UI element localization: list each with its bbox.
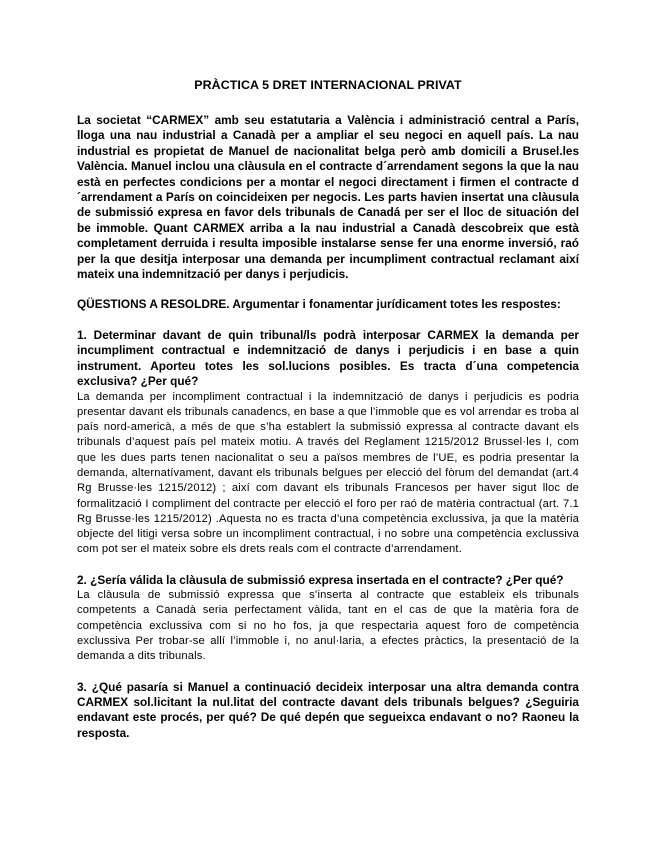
document-page (77, 78, 579, 741)
spacer (77, 558, 579, 573)
answer-2: La clàusula de submissió expressa que s’inserta al contracte que estableix els tribunals competents a Canadà seria perfectament vàlida, tant en el cas de que la matèria fora de competència exclussiva com si no ho fos, ja que respectaria aquest foro de competència exclussiva Per trobar-se allí l’immoble i, no anul·laria, a efectes pràctics, la presentació de la demanda a dits tribunals. (77, 589, 579, 663)
spacer (77, 282, 579, 297)
question-2: 2. ¿Sería válida la clàusula de submissió expresa insertada en el contracte? ¿Per qué? (77, 572, 564, 587)
case-statement: La societat “CARMEX” amb seu estatutaria a València i administració central a París, lloga una nau industrial a Canadà per a ampliar el seu negoci en aquell país. La nau industrial es propietat de Manuel de nacionalitat belga però amb domicili a Brusel.les València. Manuel inclou una clàusula en el contracte d´arrendament segons la que la nau està en perfectes condicions per a montar el negoci directament i firmen el contracte d´arrendament a París on coincideixen per negocis. Les parts havien insertat una clàusula de submissió expresa en favor dels tribunals de Canadá per ser el lloc de situación del be immoble. Quant CARMEX arriba a la nau industrial a Canadà descobreix que està completament derruida i resulta imposible instalarse sense fer una enorme inversió, raó per la que desitja interposar una demanda per incumpliment contractual reclamant així mateix una indemnització per danys i perjudicis. (77, 113, 579, 282)
answer-1: La demanda per incompliment contractual i la indemnització de danys i perjudicis es podria presentar davant els tribunals canadencs, en base a que l’immoble que es vol arrendar es troba al país nord-americà, a més de que s’ha establert la submissió expressa al contracte davant els tribunals d’aquest país pel mateix motiu. A través del Reglament 1215/2012 Brussel·les I, com que les dues parts tenen nacionalitat o seu a països membres de l’UE, es podria presentar la demanda, alternatívament, davant els tribunals belgues per elecció del fòrum del demandat (art.4 Rg Brusse·les 1215/2012) ; així com davant els tribunals Francesos per haver sigut lloc de formalització I compliment del contracte per elecció el foro per raó de matèria contractual (art. 7.1 Rg Brusse·les 1215/2012) .Aquesta no es tracta d’una competència exclussiva, ja que la matèria objecte del litigi versa sobre un incompliment contractual, i no sobre una competència exclussiva com pot ser el mateix sobre els drets reals com el contracte d’arrendament. (77, 390, 579, 556)
document-title: PRÀCTICA 5 DRET INTERNACIONAL PRIVAT (194, 78, 462, 92)
spacer (77, 313, 579, 328)
questions-heading: QÜESTIONS A RESOLDRE. Argumentar i fonamentar jurídicament totes les respostes: (77, 297, 561, 312)
question-3: 3. ¿Qué pasaría si Manuel a continuació decideix interposar una altra demanda contra CARMEX sol.licitant la nul.litat del contracte davant dels tribunals belgues? ¿Seguiria endavant este procés, per qué? De qué depén que segueixca endavant o no? Raoneu la resposta. (77, 679, 579, 740)
spacer (77, 665, 579, 680)
question-1: 1. Determinar davant de quin tribunal/ls podrà interposar CARMEX la demanda per incumpliment contractual e indemnització de danys i perjudicis i en base a quin instrument. Aporteu totes les sol.lucions posibles. Es tracta d´una competencia exclusiva? ¿Per qué? (77, 327, 579, 389)
